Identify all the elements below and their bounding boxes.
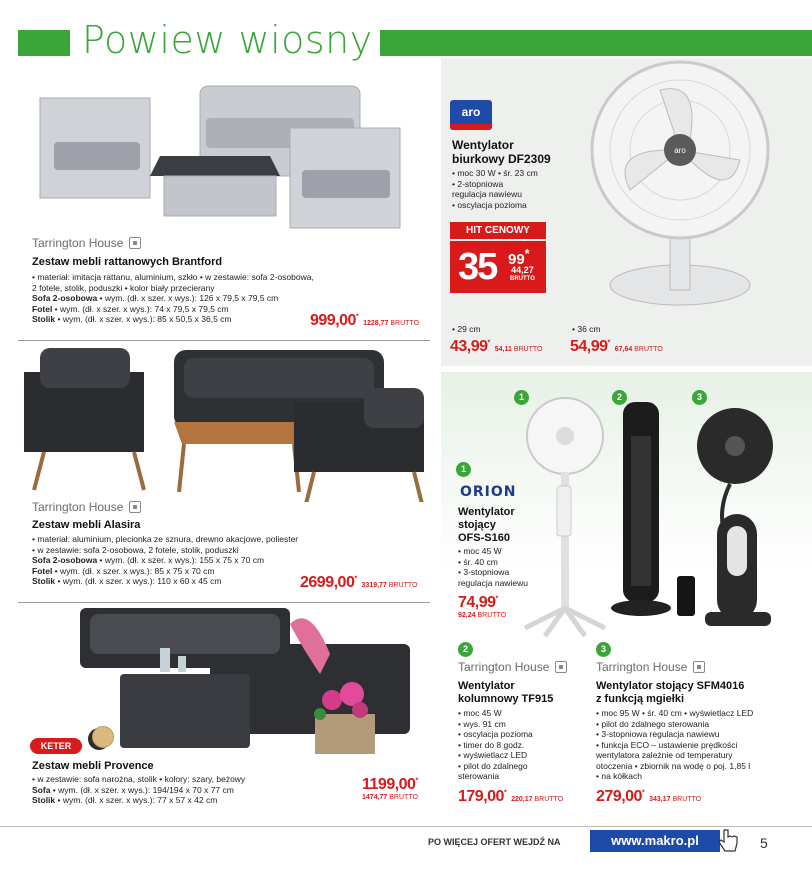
name-line: OFS-S160	[458, 532, 510, 544]
brand-label: Tarrington House	[458, 660, 550, 674]
page-title: Powiew wiosny	[82, 18, 373, 62]
sfm-price	[596, 788, 701, 806]
name-line: Wentylator	[452, 138, 514, 152]
price-gross	[362, 582, 418, 589]
gross-value: 3319,77	[361, 582, 387, 589]
hit-gross-value: 44,27	[511, 265, 534, 275]
spec-line	[32, 555, 432, 566]
tf915-brand	[458, 660, 567, 674]
desk-fan-illustration	[570, 60, 770, 320]
spec-line: • w zestawie: sofa narożna, stolik • kolory: szary, beżowy	[32, 774, 246, 784]
aro-logo-text: aro	[461, 105, 481, 119]
page-header	[0, 0, 812, 66]
spec-line: • moc 30 W • śr. 23 cm	[452, 168, 538, 178]
variant-29-label: • 29 cm	[452, 324, 481, 334]
sfm-badge: 3	[596, 642, 611, 657]
tf915-price	[458, 788, 563, 806]
photo-badge-2: 2	[612, 390, 627, 405]
price-net: 999,00	[310, 312, 356, 329]
spec-label: Fotel	[32, 565, 53, 576]
spec-line: • wyświetlacz LED	[458, 750, 528, 760]
spec-label: Stolik	[32, 795, 56, 805]
aro-logo	[450, 100, 492, 130]
brantford-furniture-illustration	[20, 78, 420, 238]
spec-line: • timer do 8 godz.	[458, 739, 525, 750]
spec-label: Fotel	[32, 303, 53, 314]
name-line: stojący	[458, 519, 496, 531]
tf915-specs	[458, 708, 533, 782]
price-net: 279,00	[596, 788, 642, 805]
brand-house-icon	[693, 661, 705, 673]
spec-value: • wym. (dł. x szer. x wys.): 155 x 75 x 70 cm	[97, 555, 265, 565]
price-mark: *	[415, 777, 419, 785]
spec-line: 2 fotele, stolik, poduszki • kolor biały przecierany	[32, 282, 215, 293]
hit-price-badge	[450, 222, 546, 294]
price-mark: *	[487, 339, 491, 347]
sfm-brand	[596, 660, 705, 674]
divider	[18, 602, 430, 603]
photo-badge-3: 3	[692, 390, 707, 405]
brand-label: Tarrington House	[596, 660, 688, 674]
provence-name: Zestaw mebli Provence	[32, 760, 154, 772]
hit-label: HIT CENOWY	[450, 222, 546, 239]
price-net: 54,99	[570, 338, 608, 355]
gross-value: 92,24	[458, 612, 476, 619]
variant-36-label: • 36 cm	[572, 324, 601, 334]
gross-label: BRUTTO	[477, 612, 507, 619]
alasira-furniture-illustration	[14, 342, 434, 502]
sfm-specs	[596, 708, 753, 782]
spec-line: regulacja nawiewu	[452, 189, 522, 199]
spec-line: • pilot do zdalnego sterowania	[596, 718, 710, 729]
spec-line: • 3-stopniowa	[458, 567, 510, 577]
spec-value: • wym. (dł. x szer. x wys.): 194/194 x 70 x 77 cm	[50, 784, 234, 795]
price-net: 74,99	[458, 594, 496, 611]
spec-label: Stolik	[32, 576, 56, 586]
price-gross	[511, 796, 563, 803]
divider	[18, 340, 430, 341]
price-mark: *	[607, 339, 611, 347]
page-number: 5	[760, 835, 768, 851]
gross-label: BRUTTO	[634, 346, 663, 353]
gross-value: 54,11	[494, 346, 512, 353]
provence-furniture-illustration	[60, 604, 420, 754]
spec-label: Sofa 2-osobowa	[32, 293, 98, 303]
footer-divider	[0, 826, 812, 827]
tf915-name	[458, 680, 553, 706]
brand-house-icon	[129, 501, 141, 513]
spec-line: • moc 45 W	[458, 546, 502, 556]
variant-36-price	[570, 338, 663, 356]
spec-value: • wym. (dł. x szer. x wys.): 85 x 50,5 x 36,5 cm	[55, 314, 232, 324]
name-line: kolumnowy TF915	[458, 693, 554, 705]
price-mark: *	[355, 313, 359, 321]
spec-line: • 2-stopniowa	[452, 178, 504, 189]
spec-line: • moc 45 W	[458, 708, 502, 718]
brantford-price	[310, 312, 419, 330]
price-gross	[363, 320, 419, 327]
brantford-brand	[32, 236, 141, 250]
gross-value: 1228,77	[363, 320, 389, 327]
spec-line	[32, 293, 432, 304]
footer-text: PO WIĘCEJ OFERT WEJDŹ NA	[428, 837, 561, 847]
spec-value: • wym. (dł. x szer. x wys.): 126 x 79,5 x 79,5 cm	[97, 293, 279, 303]
gross-label: BRUTTO	[534, 796, 564, 803]
spec-label: Sofa 2-osobowa	[32, 555, 98, 565]
gross-label: BRUTTO	[672, 796, 702, 803]
name-line: z funkcją mgiełki	[596, 693, 685, 705]
ofs-name	[458, 506, 515, 545]
price-mark: *	[495, 595, 499, 603]
provence-price	[362, 776, 432, 801]
spec-line: • na kółkach	[596, 771, 642, 781]
price-net: 2699,00	[300, 574, 355, 591]
spec-line: • wys. 91 cm	[458, 718, 506, 729]
df2309-name	[452, 138, 551, 166]
header-bar-left	[18, 30, 70, 56]
price-gross	[649, 796, 701, 803]
gross-value: 67,64	[614, 346, 633, 353]
hit-price-box	[450, 241, 546, 293]
spec-line: • pilot do zdalnego	[458, 760, 528, 771]
spec-line: regulacja nawiewu	[458, 577, 528, 588]
price-mark: *	[641, 789, 645, 797]
keter-logo: KETER	[30, 738, 82, 754]
spec-label: Stolik	[32, 314, 56, 324]
fan-logo-text: aro	[674, 146, 686, 155]
swatch-beige	[92, 726, 114, 748]
spec-line: wentylatora zależnie od temperatury	[596, 750, 733, 760]
alasira-brand	[32, 500, 141, 514]
spec-value: • wym. (dł. x szer. x wys.): 110 x 60 x 45 cm	[55, 576, 222, 586]
spec-line: • 3-stopniowa regulacja nawiewu	[596, 729, 720, 739]
price-gross	[458, 612, 506, 619]
gross-value: 220,17	[511, 796, 533, 803]
spec-label: Sofa	[32, 784, 51, 795]
sfm-name	[596, 680, 744, 706]
hit-main: 35	[458, 246, 497, 288]
price-net: 1199,00	[362, 776, 416, 793]
gross-value: 1474,77	[362, 794, 388, 801]
spec-line: • w zestawie: sofa 2-osobowa, 2 fotele, stolik, poduszki	[32, 544, 239, 555]
price-mark: *	[503, 789, 507, 797]
ofs-specs	[458, 546, 528, 588]
spec-line: • oscylacja pozioma	[452, 199, 527, 210]
cursor-hand-icon	[718, 828, 740, 854]
name-line: Wentylator stojący SFM4016	[596, 680, 745, 692]
name-line: Wentylator	[458, 680, 515, 692]
gross-label: BRUTTO	[388, 582, 418, 589]
spec-value: • wym. (dł. x szer. x wys.): 74 x 79,5 x 79,5 cm	[52, 303, 229, 314]
price-net: 43,99	[450, 338, 488, 355]
price-net: 179,00	[458, 788, 504, 805]
df2309-specs	[452, 168, 538, 210]
name-line: biurkowy DF2309	[452, 152, 551, 166]
spec-line: • funkcja ECO – ustawienie prędkości	[596, 739, 738, 750]
gross-label: BRUTTO	[389, 794, 418, 801]
variant-29-price	[450, 338, 542, 356]
gross-label: BRUTTO	[390, 320, 420, 327]
hit-gross	[510, 266, 535, 284]
fans-illustration	[515, 396, 795, 640]
photo-badge-1: 1	[514, 390, 529, 405]
spec-line: otoczenia • zbiornik na wodę o poj. 1,85 l	[596, 760, 751, 771]
spec-line: • materiał: aluminium, plecionka ze sznura, drewno akacjowe, poliester	[32, 534, 299, 544]
brand-label: Tarrington House	[32, 500, 124, 514]
makro-link[interactable]: www.makro.pl	[590, 830, 720, 852]
brantford-name: Zestaw mebli rattanowych Brantford	[32, 256, 223, 268]
spec-value: • wym. (dł. x szer. x wys.): 77 x 57 x 42 cm	[55, 795, 218, 805]
brand-house-icon	[555, 661, 567, 673]
price-gross	[362, 794, 432, 801]
spec-line: • śr. 40 cm	[458, 556, 498, 567]
price-gross	[495, 346, 543, 353]
spec-value: • wym. (dł. x szer. x wys.): 85 x 75 x 70 cm	[52, 565, 215, 576]
orion-logo: ORION	[460, 484, 517, 500]
hit-dec-value: 99	[508, 251, 525, 268]
tf915-badge: 2	[458, 642, 473, 657]
gross-value: 343,17	[649, 796, 671, 803]
hit-mark: *	[524, 247, 530, 261]
spec-line: • materiał: imitacja rattanu, aluminium, szkło • w zestawie: sofa 2-osobowa,	[32, 272, 314, 282]
gross-label: BRUTTO	[513, 346, 543, 353]
ofs-badge: 1	[456, 462, 471, 477]
brand-house-icon	[129, 237, 141, 249]
alasira-name: Zestaw mebli Alasira	[32, 519, 141, 531]
price-mark: *	[354, 575, 358, 583]
spec-line: • oscylacja pozioma	[458, 729, 533, 739]
price-gross	[615, 346, 663, 353]
header-bar-right	[380, 30, 812, 56]
name-line: Wentylator	[458, 506, 515, 518]
brand-label: Tarrington House	[32, 236, 124, 250]
ofs-price	[458, 594, 506, 619]
spec-line: • moc 95 W • śr. 40 cm • wyświetlacz LED	[596, 708, 754, 718]
hit-gross-label: BRUTTO	[510, 276, 535, 282]
spec-line: sterowania	[458, 771, 500, 781]
alasira-price	[300, 574, 417, 592]
